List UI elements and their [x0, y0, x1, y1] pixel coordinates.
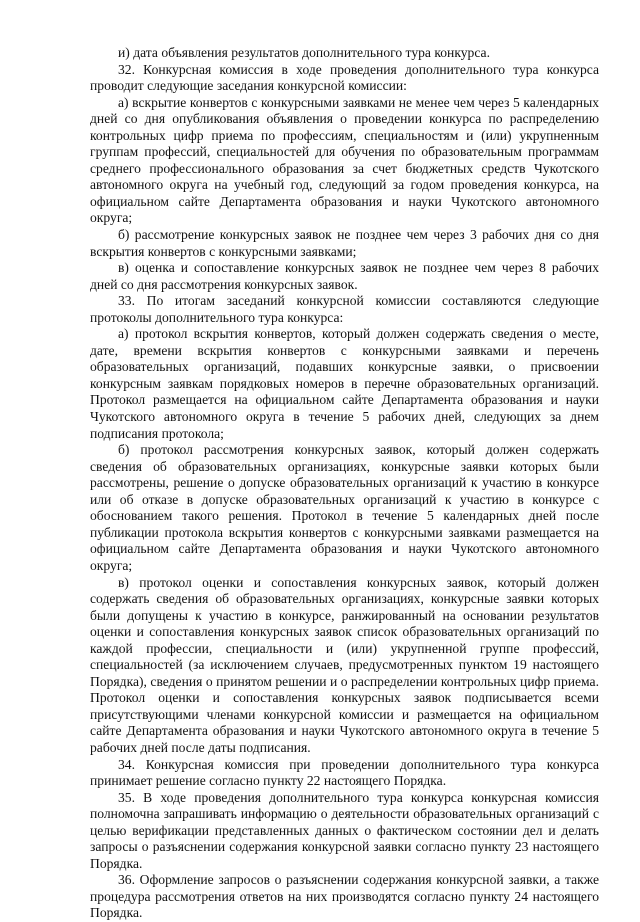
paragraph-36: 36. Оформление запросов о разъяснении содержания конкурсной заявки, а также процедура рассмотрения ответов на них производятся согласно пункту 24 настоящего Порядка. — [90, 872, 599, 921]
paragraph-35: 35. В ходе проведения дополнительного тура конкурса конкурсная комиссия полномочна запрашивать информацию о деятельности образовательных организаций с целью верификации представленных данных о фактическом состоянии дел и делать запросы о разъяснении содержания конкурсной заявки согласно пункту 23 настоящего Порядка. — [90, 789, 599, 871]
paragraph-33-a: а) протокол вскрытия конвертов, который должен содержать сведения о месте, дате, времени вскрытия конвертов с конкурсными заявками и перечень образовательных организаций, подавших конкурсные заявки, о присвоении конкурсным заявкам порядковых номеров в перечне образовательных организаций. Протокол размещается на официальном сайте Департамента образования и науки Чукотского автономного округа в течение 5 рабочих дней, следующих за днем подписания протокола; — [90, 326, 599, 441]
paragraph-32-b: б) рассмотрение конкурсных заявок не позднее чем через 3 рабочих дня со дня вскрытия конвертов с конкурсными заявками; — [90, 227, 599, 259]
paragraph-33-v: в) протокол оценки и сопоставления конкурсных заявок, который должен содержать сведения об образовательных организациях, конкурсные заявки которых были допущены к участию в конкурсе, ранжированный на основании результатов оценки и сопоставления конкурсных заявок список образовательных организаций по каждой профессии, специальности и (или) укрупненной группе профессий, специальностей (за исключением случаев, предусмотренных пунктом 19 настоящего Порядка), сведения о принятом решении и о распределении контрольных цифр приема. Протокол оценки и сопоставления конкурсных заявок подписывается всеми присутствующими членами конкурсной комиссии и размещается на официальном сайте Департамента образования и науки Чукотского автономного округа в течение 5 рабочих дней после даты подписания. — [90, 574, 599, 755]
paragraph-32: 32. Конкурсная комиссия в ходе проведения дополнительного тура конкурса проводит следующие заседания конкурсной комиссии: — [90, 61, 599, 94]
paragraph-33: 33. По итогам заседаний конкурсной комиссии составляются следующие протоколы дополнительного тура конкурса: — [90, 293, 599, 325]
paragraph-32-v: в) оценка и сопоставление конкурсных заявок не позднее чем через 8 рабочих дней со дня рассмотрения конкурсных заявок. — [90, 260, 599, 292]
paragraph-33-b: б) протокол рассмотрения конкурсных заявок, который должен содержать сведения об образовательных организациях, конкурсные заявки которых были рассмотрены, решение о допуске образовательных организаций к участию в конкурсе или об отказе в допуске образовательных организаций к участию в конкурсе с обоснованием такого решения. Протокол в течение 5 календарных дней после публикации протокола вскрытия конвертов с конкурсными заявками размещается на официальном сайте Департамента образования и науки Чукотского автономного округа; — [90, 442, 599, 573]
paragraph-item-i: и) дата объявления результатов дополнительного тура конкурса. — [118, 45, 490, 60]
paragraph-34: 34. Конкурсная комиссия при проведении дополнительного тура конкурса принимает решение согласно пункту 22 настоящего Порядка. — [90, 756, 599, 789]
paragraph-32-a: а) вскрытие конвертов с конкурсными заявками не менее чем через 5 календарных дней со дня опубликования объявления о проведении конкурса по распределению контрольных цифр приема по профессиям, специальностям и (или) укрупненным группам профессий, специальностей для обучения по образовательным программам среднего профессионального образования за счет бюджетных средств Чукотского автономного округа на учебный год, следующий за годом проведения конкурса, на официальном сайте Департамента образования и науки Чукотского автономного округа; — [90, 94, 599, 226]
